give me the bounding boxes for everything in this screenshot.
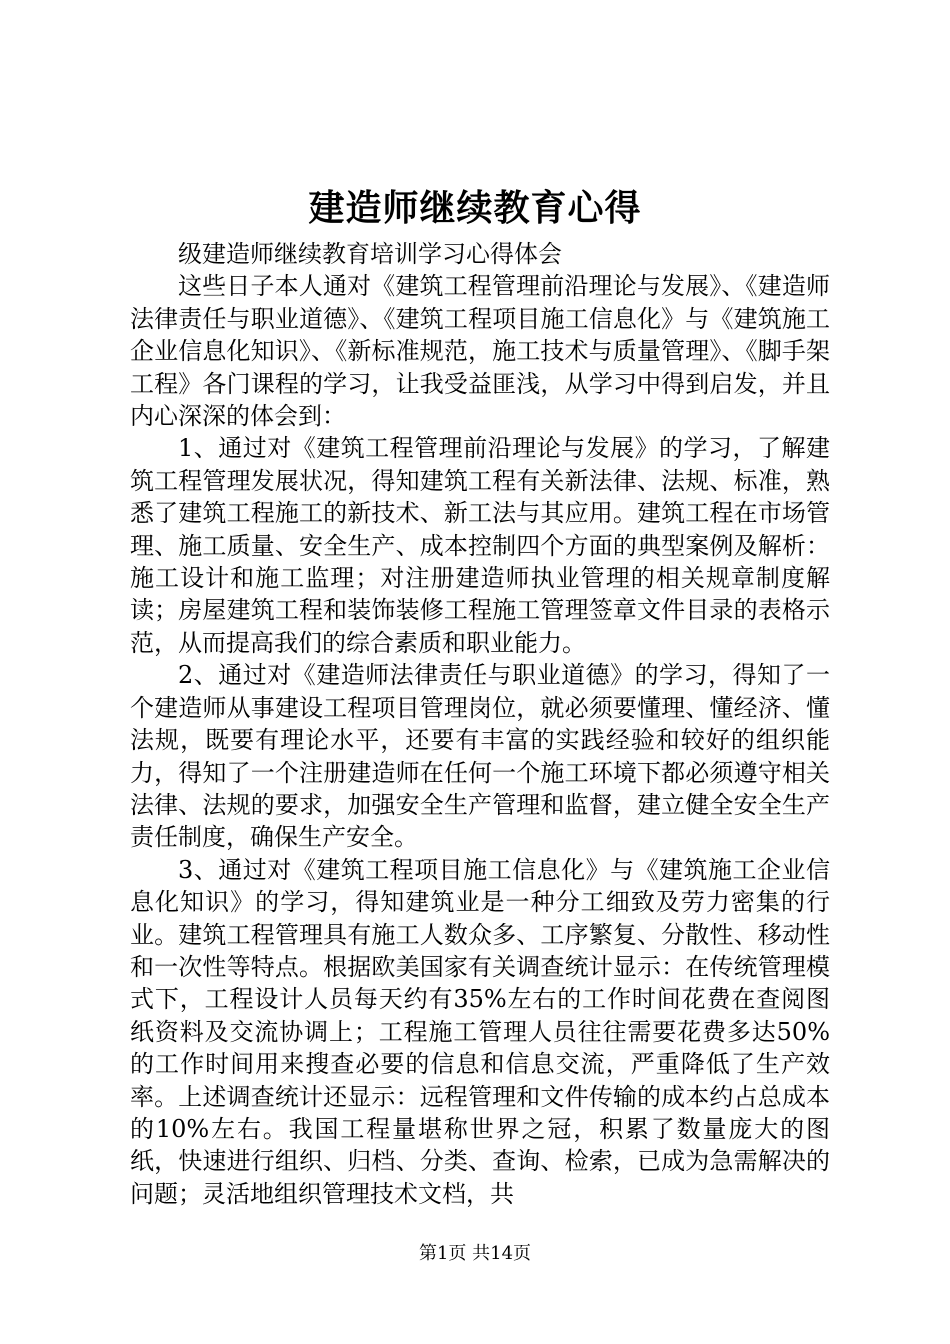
paragraph-2: 2、通过对《建造师法律责任与职业道德》的学习，得知了一个建造师从事建设工程项目管理岗位，就必须要懂理、懂经济、懂法规，既要有理论水平，还要有丰富的实践经验和较好的组织能力，得知了一个注册建造师在任何一个施工环境下都必须遵守相关法律、法规的要求，加强安全生产管理和监督，建立健全安全生产责任制度，确保生产安全。 xyxy=(130,661,830,852)
document-body xyxy=(130,238,830,1210)
intro-paragraph: 这些日子本人通对《建筑工程管理前沿理论与发展》、《建造师法律责任与职业道德》、《建筑工程项目施工信息化》与《建筑施工企业信息化知识》、《新标准规范，施工技术与质量管理》、《脚手架工程》各门课程的学习，让我受益匪浅，从学习中得到启发，并且内心深深的体会到： xyxy=(130,272,830,431)
document-title: 建造师继续教育心得 xyxy=(308,187,642,229)
paragraph-1: 1、通过对《建筑工程管理前沿理论与发展》的学习，了解建筑工程管理发展状况，得知建筑工程有关新法律、法规、标准，熟悉了建筑工程施工的新技术、新工法与其应用。建筑工程在市场管理、施工质量、安全生产、成本控制四个方面的典型案例及解析：施工设计和施工监理；对注册建造师执业管理的相关规章制度解读；房屋建筑工程和装饰装修工程施工管理签章文件目录的表格示范，从而提高我们的综合素质和职业能力。 xyxy=(130,434,830,657)
paragraph-3: 3、通过对《建筑工程项目施工信息化》与《建筑施工企业信息化知识》的学习，得知建筑业是一种分工细致及劳力密集的行业。建筑工程管理具有施工人数众多、工序繁复、分散性、移动性和一次性等特点。根据欧美国家有关调查统计显示：在传统管理模式下，工程设计人员每天约有35%左右的工作时间花费在查阅图纸资料及交流协调上；工程施工管理人员往往需要花费多达50%的工作时间用来搜查必要的信息和信息交流，严重降低了生产效率。上述调查统计还显示：远程管理和文件传输的成本约占总成本的10%左右。我国工程量堪称世界之冠，积累了数量庞大的图纸，快速进行组织、归档、分类、查询、检索，已成为急需解决的问题；灵活地组织管理技术文档，共 xyxy=(130,855,830,1208)
page-number-footer: 第1页 共14页 xyxy=(418,1243,532,1264)
subtitle-paragraph: 级建造师继续教育培训学习心得体会 xyxy=(178,240,562,268)
